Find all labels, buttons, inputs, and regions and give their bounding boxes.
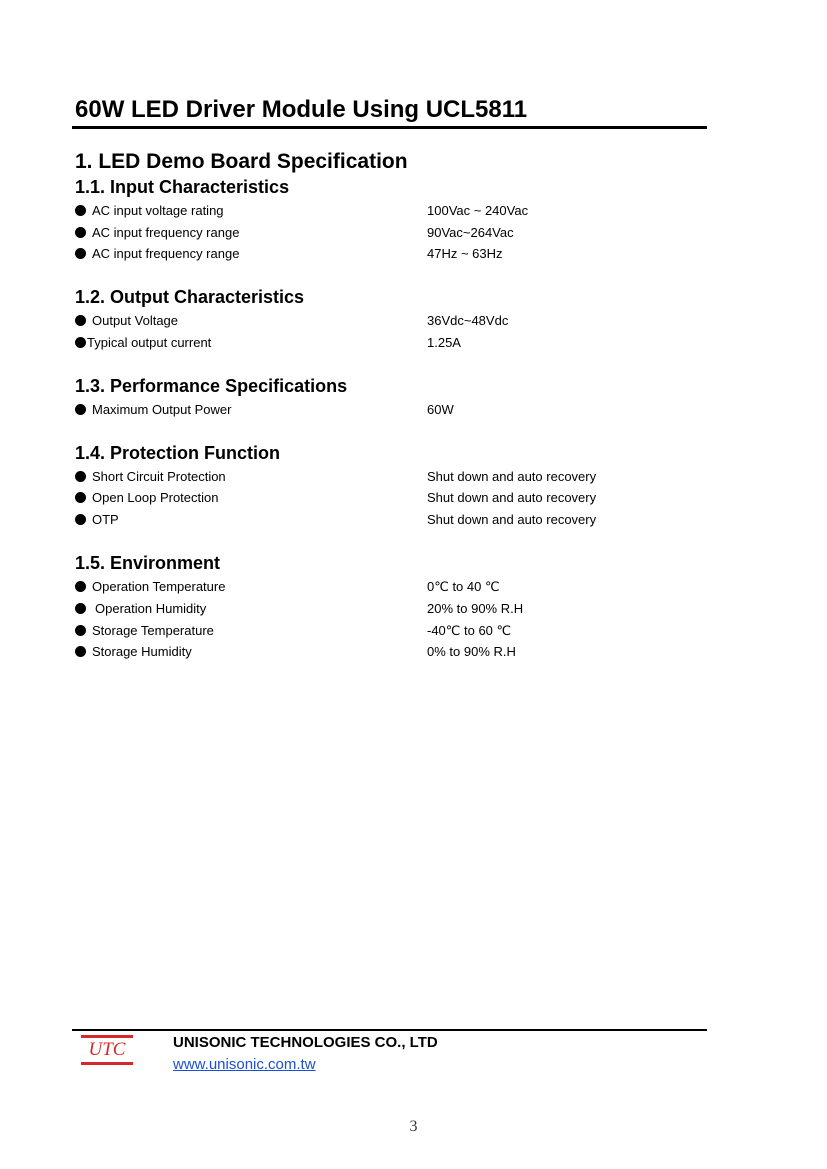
bullet-icon	[75, 404, 86, 415]
spec-row	[75, 578, 635, 596]
bullet-icon	[75, 603, 86, 614]
environment-heading: 1.5. Environment	[75, 553, 221, 573]
spec-label: Operation Temperature	[92, 579, 226, 594]
bullet-icon	[75, 514, 86, 525]
spec-label: Storage Humidity	[92, 644, 192, 659]
spec-label: AC input voltage rating	[92, 203, 224, 218]
spec-row	[75, 401, 635, 419]
spec-label: Output Voltage	[92, 313, 179, 328]
spec-label: OTP	[92, 512, 119, 527]
spec-value: 60W	[427, 402, 454, 417]
spec-row	[75, 643, 635, 661]
spec-value: Shut down and auto recovery	[427, 512, 597, 527]
bullet-icon	[75, 646, 86, 657]
spec-value: Shut down and auto recovery	[427, 490, 597, 505]
spec-value: -40℃ to 60 ℃	[427, 623, 512, 638]
spec-row	[75, 622, 635, 640]
bullet-icon	[75, 315, 86, 326]
bullet-icon	[75, 625, 86, 636]
spec-value: 0℃ to 40 ℃	[427, 579, 500, 594]
bullet-icon	[75, 205, 86, 216]
spec-label: Short Circuit Protection	[92, 469, 226, 484]
spec-value: 1.25A	[427, 335, 461, 350]
bullet-icon	[75, 227, 86, 238]
spec-row	[75, 600, 635, 618]
input-characteristics-heading: 1.1. Input Characteristics	[75, 177, 290, 197]
spec-value: 36Vdc~48Vdc	[427, 313, 509, 328]
spec-value: 100Vac ~ 240Vac	[427, 203, 529, 218]
bullet-icon	[75, 248, 86, 259]
spec-row	[75, 489, 635, 507]
spec-row	[75, 202, 635, 220]
output-characteristics-heading: 1.2. Output Characteristics	[75, 287, 305, 307]
spec-value: 90Vac~264Vac	[427, 225, 514, 240]
document-title: 60W LED Driver Module Using UCL5811	[75, 96, 528, 123]
spec-row	[75, 312, 635, 330]
spec-row	[75, 224, 635, 242]
spec-label: Maximum Output Power	[92, 402, 232, 417]
page-number: 3	[409, 1118, 418, 1135]
protection-function-heading: 1.4. Protection Function	[75, 443, 281, 463]
footer-divider	[72, 1029, 707, 1031]
spec-label: AC input frequency range	[92, 246, 240, 261]
spec-label: Operation Humidity	[95, 601, 207, 616]
spec-row	[75, 334, 635, 352]
spec-label: Typical output current	[87, 335, 212, 350]
title-divider	[72, 126, 707, 129]
spec-label: AC input frequency range	[92, 225, 240, 240]
section-heading: 1. LED Demo Board Specification	[75, 150, 408, 173]
bullet-icon	[75, 471, 86, 482]
spec-value: Shut down and auto recovery	[427, 469, 597, 484]
spec-row	[75, 468, 635, 486]
bullet-icon	[75, 337, 86, 348]
spec-value: 47Hz ~ 63Hz	[427, 246, 503, 261]
spec-row	[75, 511, 635, 529]
bullet-icon	[75, 492, 86, 503]
spec-value: 20% to 90% R.H	[427, 601, 524, 616]
performance-specifications-heading: 1.3. Performance Specifications	[75, 376, 348, 396]
spec-label: Storage Temperature	[92, 623, 214, 638]
website-link[interactable]: www.unisonic.com.tw	[173, 1056, 316, 1073]
utc-logo	[81, 1035, 133, 1065]
bullet-icon	[75, 581, 86, 592]
company-name: UNISONIC TECHNOLOGIES CO., LTD	[173, 1034, 438, 1051]
spec-value: 0% to 90% R.H	[427, 644, 516, 659]
utc-logo-text: UTC	[88, 1039, 126, 1060]
spec-label: Open Loop Protection	[92, 490, 219, 505]
spec-row	[75, 245, 635, 263]
